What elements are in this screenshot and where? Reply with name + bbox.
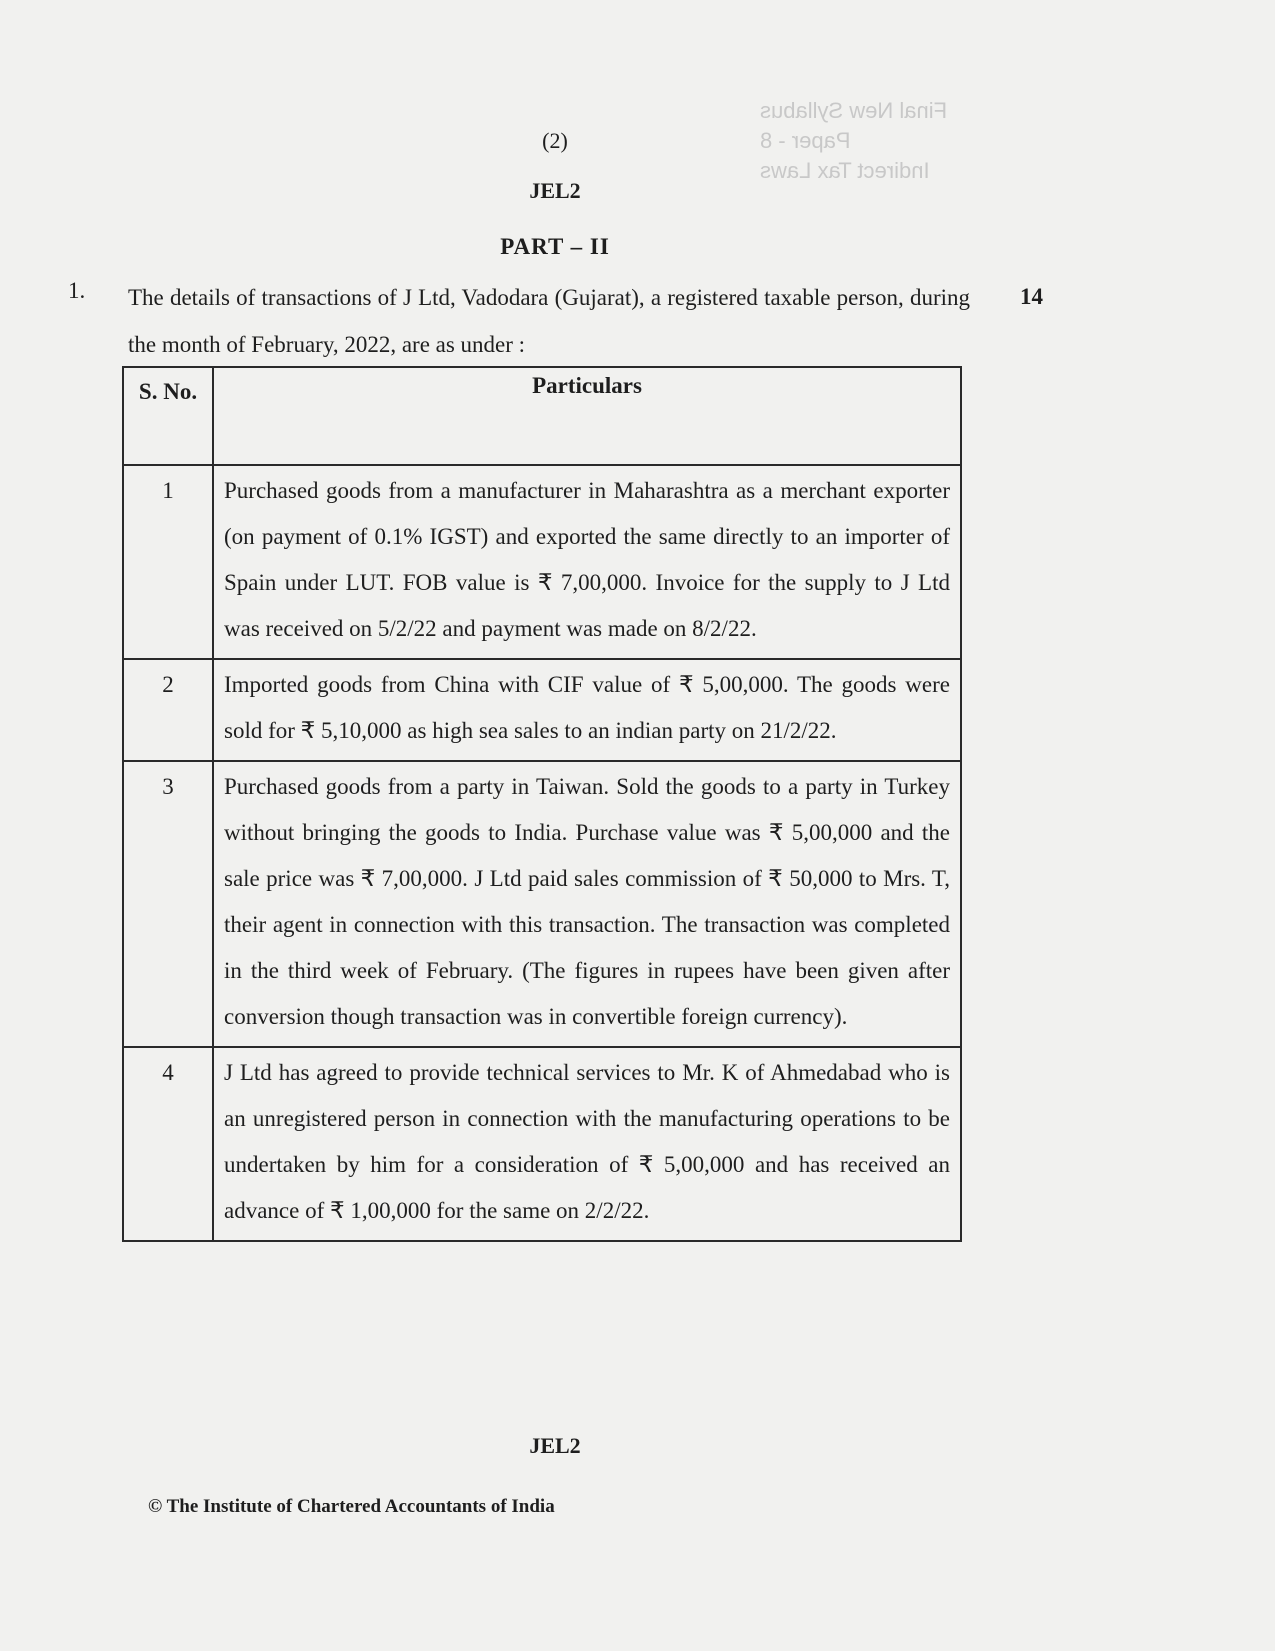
question-intro: The details of transactions of J Ltd, Vadodara (Gujarat), a registered taxable person, during the month of February, 2022, are as under :	[128, 285, 970, 357]
table-row	[123, 659, 961, 761]
row-sno: 4	[123, 1047, 213, 1241]
table-header-row	[123, 367, 961, 465]
stamp-line: Paper - 8	[760, 128, 851, 153]
paper-code: JEL2	[529, 178, 581, 203]
page-number: (2)	[542, 128, 568, 153]
stamp-line: Indirect Tax Laws	[760, 158, 930, 183]
table-row	[123, 465, 961, 659]
copyright-footer: © The Institute of Chartered Accountants of India	[148, 1496, 555, 1517]
paper-code-bottom: JEL2	[529, 1433, 581, 1458]
row-particulars: Imported goods from China with CIF value of ₹ 5,00,000. The goods were sold for ₹ 5,10,000 as high sea sales to an indian party on 21/2/22.	[213, 659, 961, 761]
part-title: PART – II	[500, 234, 610, 259]
header-sno: S. No.	[123, 367, 213, 465]
question-number: 1.	[68, 278, 86, 303]
row-particulars: Purchased goods from a party in Taiwan. Sold the goods to a party in Turkey without bringing the goods to India. Purchase value was ₹ 5,00,000 and the sale price was ₹ 7,00,000. J Ltd paid sales commission of ₹ 50,000 to Mrs. T, their agent in connection with this transaction. The transaction was completed in the third week of February. (The figures in rupees have been given after conversion though transaction was in convertible foreign currency).	[213, 761, 961, 1047]
stamp-line: Final New Syllabus	[760, 98, 948, 123]
table-row	[123, 1047, 961, 1241]
row-particulars: J Ltd has agreed to provide technical services to Mr. K of Ahmedabad who is an unregistered person in connection with the manufacturing operations to be undertaken by him for a consideration of ₹ 5,00,000 and has received an advance of ₹ 1,00,000 for the same on 2/2/22.	[213, 1047, 961, 1241]
transactions-table	[122, 366, 962, 1242]
row-particulars: Purchased goods from a manufacturer in Maharashtra as a merchant exporter (on payment of 0.1% IGST) and exported the same directly to an importer of Spain under LUT. FOB value is ₹ 7,00,000. Invoice for the supply to J Ltd was received on 5/2/22 and payment was made on 8/2/22.	[213, 465, 961, 659]
row-sno: 2	[123, 659, 213, 761]
row-sno: 1	[123, 465, 213, 659]
question-marks: 14	[1020, 284, 1043, 309]
table-row	[123, 761, 961, 1047]
row-sno: 3	[123, 761, 213, 1047]
header-particulars: Particulars	[213, 367, 961, 465]
